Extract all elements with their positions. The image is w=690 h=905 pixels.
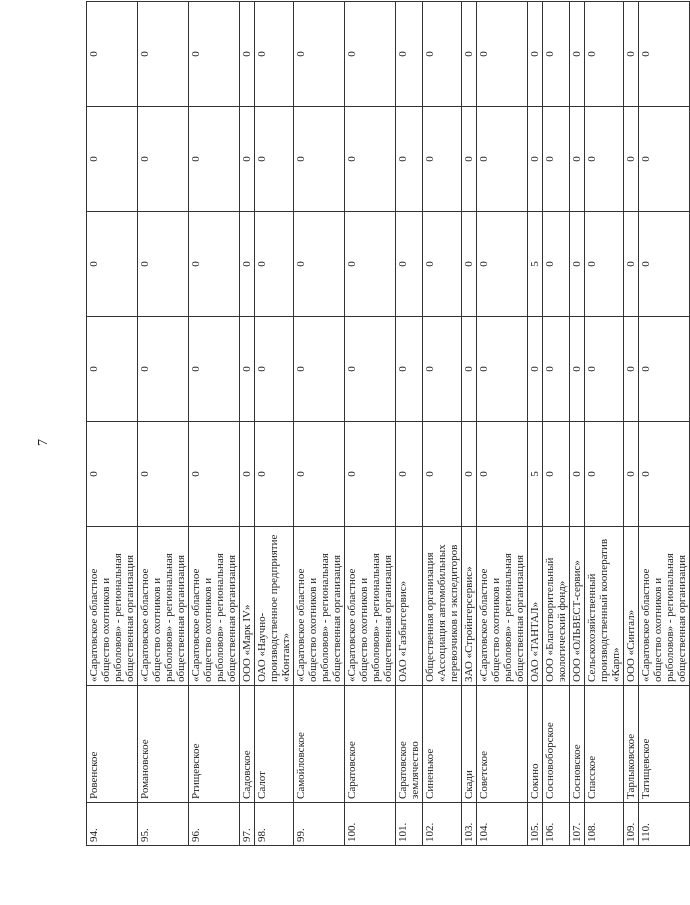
organization-name: «Саратовское областное общество охотников и рыболовов» - региональная общественная организация — [639, 527, 690, 686]
value-cell: 0 — [624, 317, 639, 422]
value-cell: 0 — [570, 2, 585, 107]
value-cell: 0 — [255, 107, 294, 212]
value-cell: 0 — [462, 422, 477, 527]
organization-name: «Саратовское областное общество охотников и рыболовов» - региональная общественная организация — [87, 527, 138, 686]
value-cell: 0 — [624, 2, 639, 107]
value-cell: 5 — [528, 212, 543, 317]
value-cell: 0 — [87, 317, 138, 422]
value-cell: 0 — [570, 317, 585, 422]
value-cell: 0 — [528, 2, 543, 107]
value-cell: 0 — [396, 212, 423, 317]
value-cell: 0 — [396, 317, 423, 422]
value-cell: 0 — [138, 422, 189, 527]
district-name: Садовское — [240, 686, 255, 803]
table-row — [423, 2, 462, 846]
value-cell: 0 — [639, 2, 690, 107]
value-cell: 0 — [294, 2, 345, 107]
value-cell: 0 — [294, 212, 345, 317]
table-row — [138, 2, 189, 846]
row-number: 98. — [255, 803, 294, 846]
value-cell: 0 — [543, 317, 570, 422]
row-number: 105. — [528, 803, 543, 846]
row-number: 96. — [189, 803, 240, 846]
value-cell: 0 — [624, 107, 639, 212]
table-row — [570, 2, 585, 846]
table-row — [294, 2, 345, 846]
value-cell: 0 — [240, 2, 255, 107]
value-cell: 0 — [624, 212, 639, 317]
value-cell: 0 — [477, 2, 528, 107]
table-body — [87, 2, 690, 846]
value-cell: 0 — [543, 212, 570, 317]
value-cell: 0 — [189, 422, 240, 527]
organization-name: ОАО «ТАНТАЛ» — [528, 527, 543, 686]
district-name: Скади — [462, 686, 477, 803]
row-number: 103. — [462, 803, 477, 846]
value-cell: 0 — [189, 107, 240, 212]
value-cell: 0 — [345, 212, 396, 317]
row-number: 109. — [624, 803, 639, 846]
value-cell: 0 — [543, 422, 570, 527]
value-cell: 0 — [570, 107, 585, 212]
value-cell: 0 — [345, 422, 396, 527]
district-name: Ртищевское — [189, 686, 240, 803]
district-name: Синенькое — [423, 686, 462, 803]
value-cell: 0 — [396, 422, 423, 527]
district-name: Тарлыковское — [624, 686, 639, 803]
table-row — [240, 2, 255, 846]
value-cell: 0 — [423, 317, 462, 422]
row-number: 110. — [639, 803, 690, 846]
organization-name: ООО «Благотворительный экологический фонд» — [543, 527, 570, 686]
value-cell: 0 — [462, 317, 477, 422]
value-cell: 0 — [138, 107, 189, 212]
table-row — [624, 2, 639, 846]
document-table-rotated — [86, 51, 688, 846]
organization-name: «Саратовское областное общество охотников и рыболовов» - региональная общественная организация — [345, 527, 396, 686]
value-cell: 0 — [477, 422, 528, 527]
value-cell: 0 — [138, 2, 189, 107]
value-cell: 0 — [585, 317, 624, 422]
value-cell: 0 — [423, 2, 462, 107]
value-cell: 0 — [87, 107, 138, 212]
value-cell: 0 — [639, 107, 690, 212]
row-number: 108. — [585, 803, 624, 846]
district-name: Советское — [477, 686, 528, 803]
row-number: 99. — [294, 803, 345, 846]
district-name: Спасское — [585, 686, 624, 803]
table-row — [543, 2, 570, 846]
table-row — [189, 2, 240, 846]
value-cell: 0 — [639, 212, 690, 317]
value-cell: 0 — [345, 317, 396, 422]
value-cell: 0 — [138, 317, 189, 422]
value-cell: 0 — [189, 317, 240, 422]
value-cell: 0 — [462, 107, 477, 212]
value-cell: 0 — [585, 2, 624, 107]
value-cell: 0 — [294, 422, 345, 527]
district-name: Татищевское — [639, 686, 690, 803]
district-name: Салот — [255, 686, 294, 803]
organization-name: ЗАО «Стройнгерсервис» — [462, 527, 477, 686]
table-row — [462, 2, 477, 846]
organization-name: ООО «Марк IV» — [240, 527, 255, 686]
value-cell: 0 — [543, 2, 570, 107]
table-row — [87, 2, 138, 846]
table-row — [396, 2, 423, 846]
value-cell: 5 — [528, 422, 543, 527]
row-number: 101. — [396, 803, 423, 846]
value-cell: 0 — [240, 422, 255, 527]
value-cell: 0 — [189, 2, 240, 107]
value-cell: 0 — [624, 422, 639, 527]
value-cell: 0 — [396, 2, 423, 107]
value-cell: 0 — [255, 2, 294, 107]
value-cell: 0 — [345, 107, 396, 212]
organization-name: ОАО «Газбытсервис» — [396, 527, 423, 686]
value-cell: 0 — [138, 212, 189, 317]
value-cell: 0 — [639, 317, 690, 422]
value-cell: 0 — [423, 107, 462, 212]
value-cell: 0 — [543, 107, 570, 212]
organization-name: Сельскохозяйственный производственный кооператив «Карп» — [585, 527, 624, 686]
row-number: 95. — [138, 803, 189, 846]
value-cell: 0 — [462, 212, 477, 317]
value-cell: 0 — [189, 212, 240, 317]
row-number: 100. — [345, 803, 396, 846]
table-row — [345, 2, 396, 846]
table-row — [528, 2, 543, 846]
value-cell: 0 — [294, 107, 345, 212]
row-number: 102. — [423, 803, 462, 846]
value-cell: 0 — [255, 317, 294, 422]
district-name: Романовское — [138, 686, 189, 803]
value-cell: 0 — [396, 107, 423, 212]
district-name: Сосновское — [570, 686, 585, 803]
value-cell: 0 — [585, 107, 624, 212]
hunting-grounds-table — [86, 1, 690, 846]
district-name: Сосновоборское — [543, 686, 570, 803]
page-number: 7 — [36, 439, 51, 446]
value-cell: 0 — [423, 422, 462, 527]
district-name: Саратовское землячество — [396, 686, 423, 803]
value-cell: 0 — [345, 2, 396, 107]
organization-name: «Саратовское областное общество охотников и рыболовов» - региональная общественная организация — [189, 527, 240, 686]
table-row — [639, 2, 690, 846]
organization-name: ООО «Синтал» — [624, 527, 639, 686]
value-cell: 0 — [87, 212, 138, 317]
value-cell: 0 — [255, 212, 294, 317]
value-cell: 0 — [585, 212, 624, 317]
value-cell: 0 — [477, 212, 528, 317]
value-cell: 0 — [87, 422, 138, 527]
organization-name: Общественная организация «Ассоциация автомобильных перевозчиков и экспедиторов — [423, 527, 462, 686]
organization-name: ОАО «Научно-производственное предприятие «Контакт» — [255, 527, 294, 686]
value-cell: 0 — [570, 212, 585, 317]
value-cell: 0 — [423, 212, 462, 317]
value-cell: 0 — [255, 422, 294, 527]
district-name: Саратовское — [345, 686, 396, 803]
district-name: Сокино — [528, 686, 543, 803]
value-cell: 0 — [639, 422, 690, 527]
organization-name: ООО «ОЛЬВЕСТ-сервис» — [570, 527, 585, 686]
table-row — [477, 2, 528, 846]
row-number: 94. — [87, 803, 138, 846]
value-cell: 0 — [240, 317, 255, 422]
value-cell: 0 — [294, 317, 345, 422]
value-cell: 0 — [528, 317, 543, 422]
district-name: Самойловское — [294, 686, 345, 803]
table-row — [255, 2, 294, 846]
value-cell: 0 — [87, 2, 138, 107]
value-cell: 0 — [585, 422, 624, 527]
value-cell: 0 — [477, 317, 528, 422]
organization-name: «Саратовское областное общество охотников и рыболовов» - региональная общественная организация — [477, 527, 528, 686]
organization-name: «Саратовское областное общество охотников и рыболовов» - региональная общественная организация — [294, 527, 345, 686]
table-row — [585, 2, 624, 846]
value-cell: 0 — [240, 212, 255, 317]
value-cell: 0 — [570, 422, 585, 527]
value-cell: 0 — [477, 107, 528, 212]
row-number: 106. — [543, 803, 570, 846]
value-cell: 0 — [528, 107, 543, 212]
row-number: 107. — [570, 803, 585, 846]
organization-name: «Саратовское областное общество охотников и рыболовов» - региональная общественная организация — [138, 527, 189, 686]
row-number: 104. — [477, 803, 528, 846]
district-name: Ровенское — [87, 686, 138, 803]
value-cell: 0 — [462, 2, 477, 107]
value-cell: 0 — [240, 107, 255, 212]
row-number: 97. — [240, 803, 255, 846]
